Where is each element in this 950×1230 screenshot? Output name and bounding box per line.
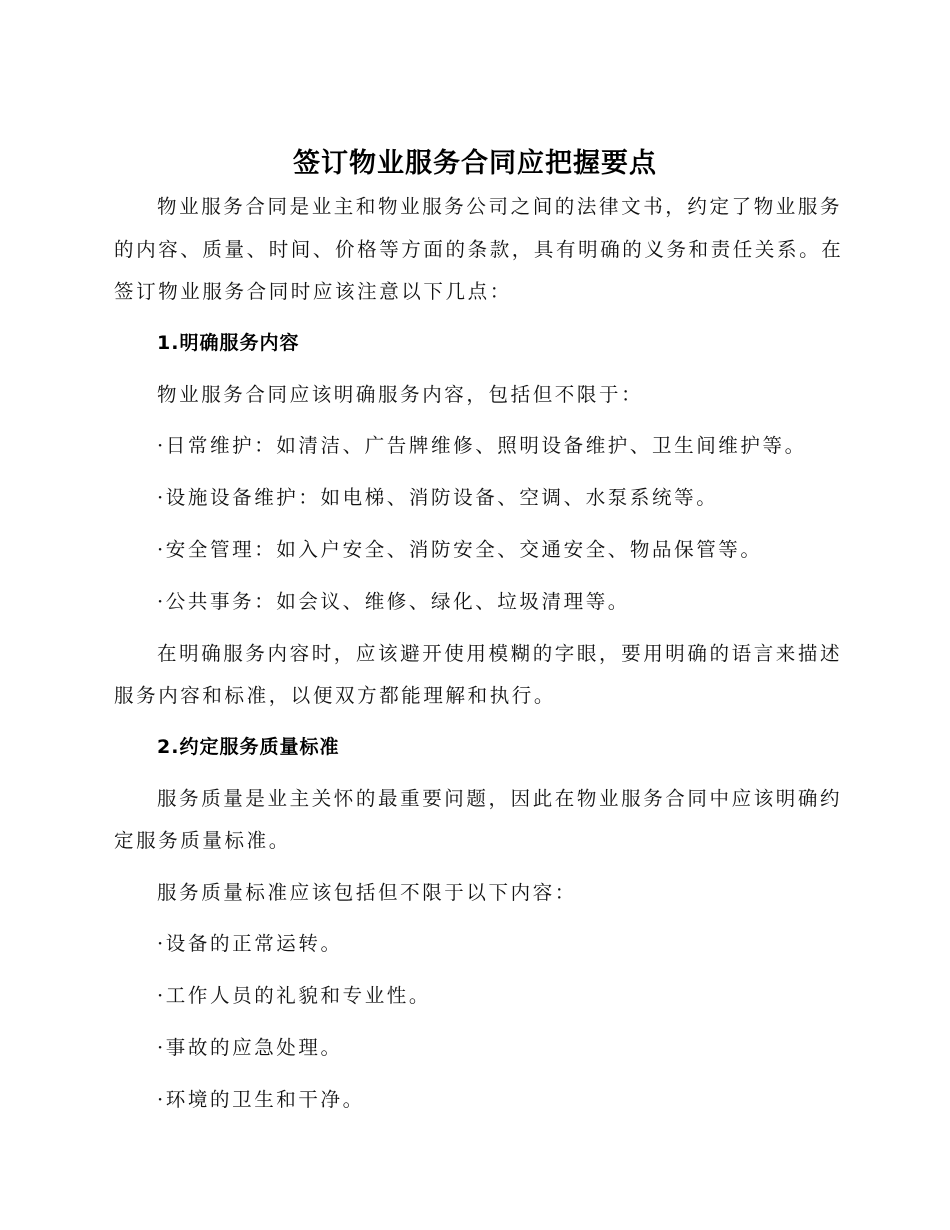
section-2-heading: 2.约定服务质量标准 — [157, 736, 340, 758]
section-1-lead: 物业服务合同应该明确服务内容，包括但不限于： — [157, 383, 644, 406]
document-title: 签订物业服务合同应把握要点 — [293, 148, 657, 179]
list-item: ·设备的正常运转。 — [157, 932, 343, 955]
list-item: ·公共事务：如会议、维修、绿化、垃圾清理等。 — [157, 590, 630, 613]
list-item: ·设施设备维护：如电梯、消防设备、空调、水泵系统等。 — [157, 486, 719, 509]
intro-line-1: 物业服务合同是业主和物业服务公司之间的法律文书，约定了物业服务 — [157, 195, 843, 218]
intro-line-3: 签订物业服务合同时应该注意以下几点： — [114, 280, 512, 303]
section-2-para-line-1: 服务质量是业主关怀的最重要问题，因此在物业服务合同中应该明确约 — [157, 787, 843, 810]
list-item: ·日常维护：如清洁、广告牌维修、照明设备维护、卫生间维护等。 — [157, 434, 807, 457]
section-2-lead: 服务质量标准应该包括但不限于以下内容： — [157, 881, 577, 904]
section-1-closing-line-1: 在明确服务内容时，应该避开使用模糊的字眼，要用明确的语言来描述 — [157, 642, 843, 665]
section-1-closing-line-2: 服务内容和标准，以便双方都能理解和执行。 — [114, 684, 557, 707]
section-2-para-line-2: 定服务质量标准。 — [114, 829, 291, 852]
list-item: ·事故的应急处理。 — [157, 1036, 343, 1059]
list-item: ·安全管理：如入户安全、消防安全、交通安全、物品保管等。 — [157, 538, 763, 561]
list-item: ·工作人员的礼貌和专业性。 — [157, 984, 431, 1007]
list-item: ·环境的卫生和干净。 — [157, 1088, 365, 1111]
intro-line-2: 的内容、质量、时间、价格等方面的条款，具有明确的义务和责任关系。在 — [114, 238, 844, 261]
section-1-heading: 1.明确服务内容 — [157, 332, 300, 354]
